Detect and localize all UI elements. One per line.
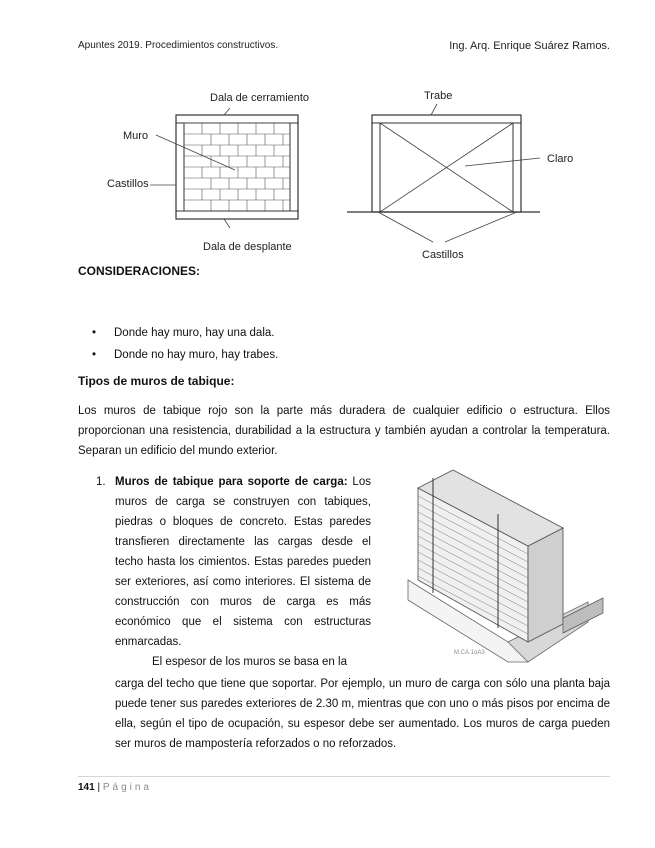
considerations-list [92, 322, 278, 366]
label-muro: Muro [123, 130, 149, 142]
item1-continuation: carga del techo que tiene que soportar. Por ejemplo, un muro de carga con sólo una planta baja puede tener sus paredes exteriores de 2.30 m, mientras que con uno o más pisos por encima de ella, según el tipo de ocupación, su espesor debe ser aumentado. Los muros de carga pueden ser muros de mampostería reforzados o no reforzados. [115, 678, 610, 750]
label-dala-cerramiento: Dala de cerramiento [210, 92, 310, 104]
footer-divider [78, 776, 610, 777]
types-heading: Tipos de muros de tabique: [78, 374, 235, 388]
item1-text: Los muros de carga se construyen con tabiques, piedras o bloques de concreto. Estas paredes transfieren directamente las cargas desde el techo hasta los cimientos. Estas paredes pueden ser exteriores, así como interiores. El sistema de construcción con muros de carga es más económico que el sistema con estructuras enmarcadas. [115, 476, 371, 648]
label-trabe: Trabe [424, 90, 453, 102]
leader-lines-left [150, 100, 270, 250]
item1-continuation-indent: El espesor de los muros se basa en la [152, 656, 347, 668]
frame-diagram [345, 100, 555, 260]
load-bearing-wall-illustration [388, 468, 610, 668]
types-intro: Los muros de tabique rojo son la parte más duradera de cualquier edificio o estructura. Ellos proporcionan una resistencia, durabilidad a la estructura y también ayudan a controlar la temperatura. Separan un edificio del mundo exterior. [78, 405, 610, 457]
list-item: • Donde hay muro, hay una dala. [92, 322, 278, 344]
header-left: Apuntes 2019. Procedimientos constructivos. [78, 40, 279, 51]
item1-number: 1. [96, 476, 106, 488]
page-number: 141 [78, 782, 95, 793]
footer [78, 782, 152, 793]
item1-title: Muros de tabique para soporte de carga: [115, 476, 348, 488]
considerations-heading: CONSIDERACIONES: [78, 264, 201, 278]
item1-paragraph [115, 472, 371, 652]
label-claro: Claro [547, 153, 574, 165]
label-castillos-right: Castillos [422, 249, 464, 261]
list-item: • Donde no hay muro, hay trabes. [92, 344, 278, 366]
footer-separator: | [97, 782, 101, 793]
page-word: Página [102, 782, 152, 793]
header-right: Ing. Arq. Enrique Suárez Ramos. [449, 40, 610, 52]
figure-caption: M.CA.1oA3 [454, 650, 485, 656]
label-castillos-left: Castillos [107, 178, 149, 190]
label-dala-desplante: Dala de desplante [203, 241, 292, 253]
